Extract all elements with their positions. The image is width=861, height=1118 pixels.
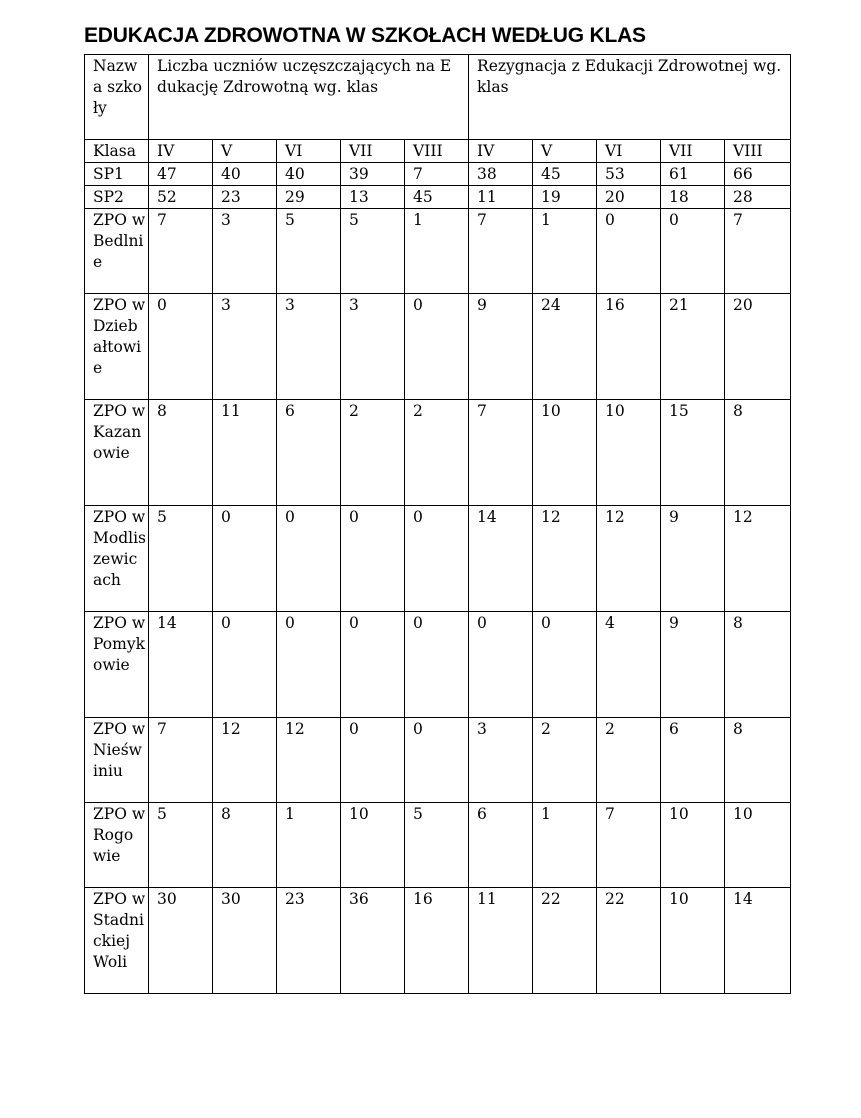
school-name-cell: SP2: [85, 186, 149, 209]
attend-cell: 11: [213, 400, 277, 506]
attend-cell: 40: [213, 163, 277, 186]
attend-cell: 30: [149, 888, 213, 994]
attend-cell: 8: [149, 400, 213, 506]
attend-cell: 52: [149, 186, 213, 209]
attend-cell: 0: [213, 612, 277, 718]
resign-cell: 66: [725, 163, 791, 186]
class-label: Klasa: [85, 140, 149, 163]
attend-cell: 23: [277, 888, 341, 994]
class-row: [85, 140, 791, 163]
header-attendance-group: Liczba uczniów uczęszczających na Edukację Zdrowotną wg. klas: [149, 55, 469, 140]
class-cell: VIII: [405, 140, 469, 163]
attend-cell: 0: [405, 612, 469, 718]
resign-cell: 8: [725, 718, 791, 803]
resign-cell: 11: [469, 186, 533, 209]
page-title: EDUKACJA ZDROWOTNA W SZKOŁACH WEDŁUG KLAS: [84, 24, 646, 47]
table-row: [85, 186, 791, 209]
class-cell: V: [533, 140, 597, 163]
attend-cell: 0: [341, 612, 405, 718]
attend-cell: 0: [405, 718, 469, 803]
attend-cell: 1: [405, 209, 469, 294]
attend-cell: 14: [149, 612, 213, 718]
resign-cell: 7: [469, 209, 533, 294]
attend-cell: 1: [277, 803, 341, 888]
table-row: [85, 612, 791, 718]
resign-cell: 10: [661, 888, 725, 994]
resign-cell: 20: [597, 186, 661, 209]
class-cell: VI: [597, 140, 661, 163]
resign-cell: 16: [597, 294, 661, 400]
resign-cell: 38: [469, 163, 533, 186]
class-cell: VII: [661, 140, 725, 163]
resign-cell: 61: [661, 163, 725, 186]
resign-cell: 7: [469, 400, 533, 506]
resign-cell: 15: [661, 400, 725, 506]
attend-cell: 3: [277, 294, 341, 400]
attend-cell: 16: [405, 888, 469, 994]
resign-cell: 0: [533, 612, 597, 718]
attend-cell: 5: [405, 803, 469, 888]
education-table: [84, 54, 791, 994]
resign-cell: 2: [533, 718, 597, 803]
resign-cell: 14: [469, 506, 533, 612]
attend-cell: 2: [405, 400, 469, 506]
attend-cell: 0: [405, 506, 469, 612]
attend-cell: 7: [149, 718, 213, 803]
resign-cell: 14: [725, 888, 791, 994]
attend-cell: 0: [405, 294, 469, 400]
school-name-cell: SP1: [85, 163, 149, 186]
attend-cell: 0: [213, 506, 277, 612]
class-cell: VII: [341, 140, 405, 163]
school-name-cell: ZPO w Rogowie: [85, 803, 149, 888]
resign-cell: 20: [725, 294, 791, 400]
attend-cell: 0: [341, 506, 405, 612]
school-name-cell: ZPO w Bedlnie: [85, 209, 149, 294]
attend-cell: 0: [149, 294, 213, 400]
resign-cell: 12: [533, 506, 597, 612]
resign-cell: 7: [725, 209, 791, 294]
table-row: [85, 506, 791, 612]
attend-cell: 7: [405, 163, 469, 186]
resign-cell: 6: [661, 718, 725, 803]
resign-cell: 4: [597, 612, 661, 718]
resign-cell: 18: [661, 186, 725, 209]
attend-cell: 6: [277, 400, 341, 506]
resign-cell: 10: [597, 400, 661, 506]
resign-cell: 12: [725, 506, 791, 612]
resign-cell: 28: [725, 186, 791, 209]
resign-cell: 1: [533, 209, 597, 294]
resign-cell: 8: [725, 400, 791, 506]
resign-cell: 22: [597, 888, 661, 994]
class-cell: V: [213, 140, 277, 163]
attend-cell: 12: [213, 718, 277, 803]
table-row: [85, 163, 791, 186]
attend-cell: 40: [277, 163, 341, 186]
table-row: [85, 294, 791, 400]
class-cell: IV: [149, 140, 213, 163]
attend-cell: 3: [213, 294, 277, 400]
school-name-cell: ZPO w Stadnickiej Woli: [85, 888, 149, 994]
resign-cell: 53: [597, 163, 661, 186]
school-name-cell: ZPO w Pomykowie: [85, 612, 149, 718]
resign-cell: 11: [469, 888, 533, 994]
resign-cell: 21: [661, 294, 725, 400]
attend-cell: 5: [277, 209, 341, 294]
attend-cell: 5: [149, 506, 213, 612]
class-cell: VIII: [725, 140, 791, 163]
table-row: [85, 888, 791, 994]
attend-cell: 13: [341, 186, 405, 209]
resign-cell: 45: [533, 163, 597, 186]
table-header-row: [85, 55, 791, 140]
attend-cell: 5: [149, 803, 213, 888]
resign-cell: 22: [533, 888, 597, 994]
attend-cell: 2: [341, 400, 405, 506]
resign-cell: 24: [533, 294, 597, 400]
school-name-cell: ZPO w Modliszewicach: [85, 506, 149, 612]
school-name-cell: ZPO w Kazanowie: [85, 400, 149, 506]
attend-cell: 3: [213, 209, 277, 294]
attend-cell: 7: [149, 209, 213, 294]
attend-cell: 12: [277, 718, 341, 803]
header-school-name: Nazwa szkoły: [85, 55, 149, 140]
attend-cell: 39: [341, 163, 405, 186]
table-row: [85, 803, 791, 888]
resign-cell: 12: [597, 506, 661, 612]
table-row: [85, 400, 791, 506]
resign-cell: 9: [661, 506, 725, 612]
resign-cell: 0: [597, 209, 661, 294]
attend-cell: 3: [341, 294, 405, 400]
resign-cell: 10: [725, 803, 791, 888]
resign-cell: 9: [661, 612, 725, 718]
resign-cell: 10: [533, 400, 597, 506]
school-name-cell: ZPO w Nieświniu: [85, 718, 149, 803]
attend-cell: 47: [149, 163, 213, 186]
resign-cell: 0: [469, 612, 533, 718]
attend-cell: 23: [213, 186, 277, 209]
resign-cell: 10: [661, 803, 725, 888]
resign-cell: 9: [469, 294, 533, 400]
attend-cell: 45: [405, 186, 469, 209]
resign-cell: 0: [661, 209, 725, 294]
resign-cell: 2: [597, 718, 661, 803]
resign-cell: 7: [597, 803, 661, 888]
attend-cell: 5: [341, 209, 405, 294]
attend-cell: 29: [277, 186, 341, 209]
resign-cell: 1: [533, 803, 597, 888]
resign-cell: 8: [725, 612, 791, 718]
resign-cell: 6: [469, 803, 533, 888]
resign-cell: 3: [469, 718, 533, 803]
table-row: [85, 209, 791, 294]
attend-cell: 10: [341, 803, 405, 888]
class-cell: VI: [277, 140, 341, 163]
class-cell: IV: [469, 140, 533, 163]
header-resignation-group: Rezygnacja z Edukacji Zdrowotnej wg. klas: [469, 55, 791, 140]
school-name-cell: ZPO w Dziebałtowie: [85, 294, 149, 400]
attend-cell: 0: [341, 718, 405, 803]
attend-cell: 8: [213, 803, 277, 888]
table-row: [85, 718, 791, 803]
attend-cell: 0: [277, 506, 341, 612]
attend-cell: 30: [213, 888, 277, 994]
attend-cell: 36: [341, 888, 405, 994]
resign-cell: 19: [533, 186, 597, 209]
attend-cell: 0: [277, 612, 341, 718]
